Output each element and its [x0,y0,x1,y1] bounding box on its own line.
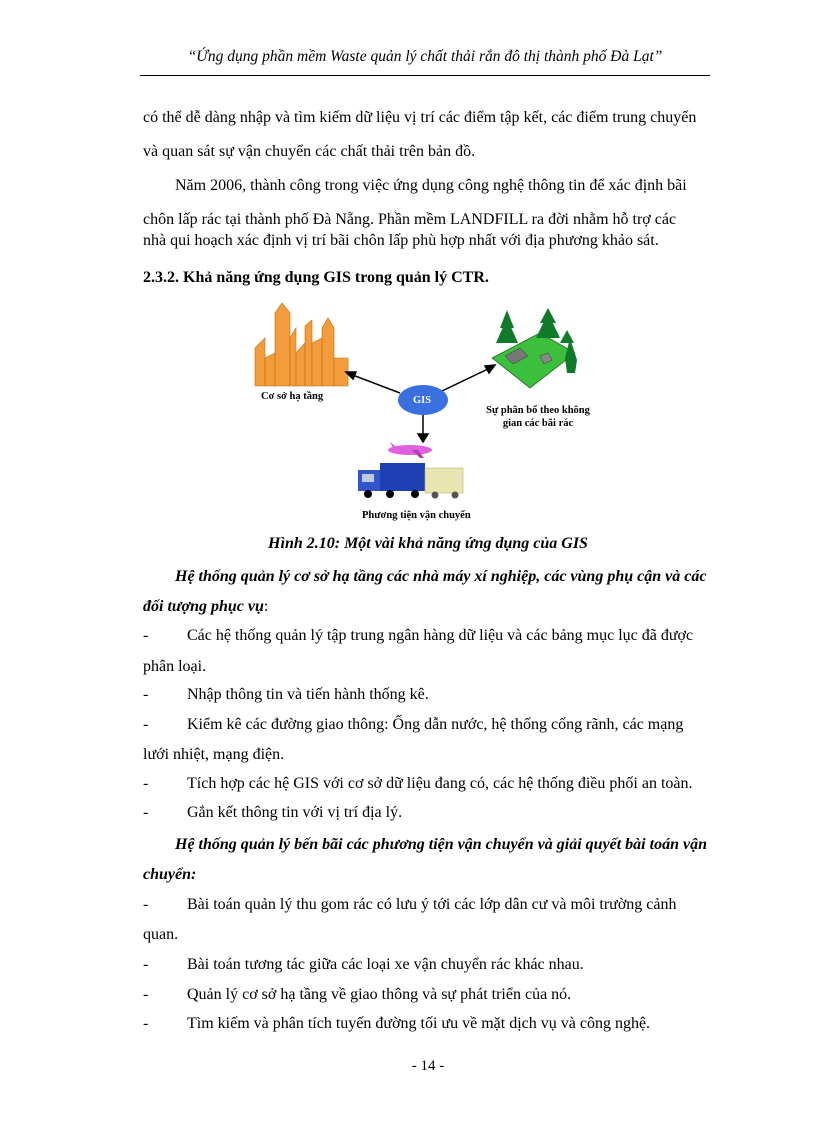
s2-item1-line1: Bài toán quản lý thu gom rác có lưu ý tới các lớp dân cư và môi trường cảnh [187,896,677,913]
landfill-forest-icon [492,308,577,388]
section-heading: 2.3.2. Khả năng ứng dụng GIS trong quản lý CTR. [143,269,489,286]
s1-item1-line1: Các hệ thống quản lý tập trung ngân hàng dữ liệu và các bảng mục lục đã được [187,627,694,644]
label-distribution-2: gian các bãi rác [502,418,574,429]
label-gis: GIS [413,395,432,406]
p2-line3: nhà qui hoạch xác định vị trí bãi chôn lấp phù hợp nhất với địa phương khảo sát. [143,232,659,249]
s1-item4-dash: - [143,775,149,792]
s1-item4-line1: Tích hợp các hệ GIS với cơ sở dữ liệu đang có, các hệ thống điều phối an toàn. [187,775,693,792]
s2-item2-dash: - [143,956,149,973]
figure-caption: Hình 2.10: Một vài khả năng ứng dụng của GIS [268,535,588,552]
s2-item2-line1: Bài toán tương tác giữa các loại xe vận chuyển rác khác nhau. [187,956,584,973]
s2-item4-dash: - [143,1015,149,1032]
label-infrastructure: Cơ sở hạ tầng [261,391,324,402]
p2-line2: chôn lấp rác tại thành phố Đà Nẵng. Phần mềm LANDFILL ra đời nhằm hỗ trợ các [143,211,677,228]
s1-item2-line1: Nhập thông tin và tiến hành thống kê. [187,686,429,703]
section2-title-line1: Hệ thống quản lý bến bãi các phương tiện vận chuyển và giải quyết bài toán vận [175,836,707,853]
s2-item4-line1: Tìm kiếm và phân tích tuyến đường tối ưu về mặt dịch vụ và công nghệ. [187,1015,651,1032]
p2-line1: Năm 2006, thành công trong việc ứng dụng công nghệ thông tin để xác định bãi [175,177,687,194]
label-transport: Phương tiện vận chuyển [362,510,471,521]
s1-item3-line1: Kiểm kê các đường giao thông: Ống dẫn nước, hệ thống cống rãnh, các mạng [187,716,684,733]
truck-icon [358,463,463,499]
s1-item2-dash: - [143,686,149,703]
s1-item3-dash: - [143,716,149,733]
label-distribution-1: Sự phân bổ theo không [486,405,590,416]
p1-line1: có thể dễ dàng nhập và tìm kiếm dữ liệu vị trí các điểm tập kết, các điểm trung chuyển [143,109,697,126]
s2-item1-dash: - [143,896,149,913]
section1-title-line2-wrap [143,598,713,616]
city-skyline-icon [255,303,348,386]
page-number: - 14 - [411,1058,445,1074]
plane-icon [388,442,432,458]
section1-title-suffix: : [263,598,269,615]
s1-item5-dash: - [143,804,149,821]
section1-title-line1: Hệ thống quản lý cơ sở hạ tầng các nhà máy xí nghiệp, các vùng phụ cận và các [175,568,707,585]
s1-item5-line1: Gắn kết thông tin với vị trí địa lý. [187,804,403,821]
s2-item3-dash: - [143,986,149,1003]
header-rule [140,75,710,76]
s1-item1-line2: phân loại. [143,658,207,675]
s1-item1-dash: - [143,627,149,644]
s2-item1-line2: quan. [143,926,179,943]
section2-title-line2: chuyển: [143,866,197,883]
p1-line2: và quan sát sự vận chuyển các chất thải trên bản đồ. [143,143,476,160]
s2-item3-line1: Quản lý cơ sở hạ tầng về giao thông và sự phát triển của nó. [187,986,572,1003]
section1-title-line2: đối tượng phục vụ [143,598,264,615]
gis-diagram [230,298,630,528]
page-header: “Ứng dụng phần mềm Waste quản lý chất thải rắn đô thị thành phố Đà Lạt” [187,48,663,65]
s1-item3-line2: lưới nhiệt, mạng điện. [143,746,285,763]
